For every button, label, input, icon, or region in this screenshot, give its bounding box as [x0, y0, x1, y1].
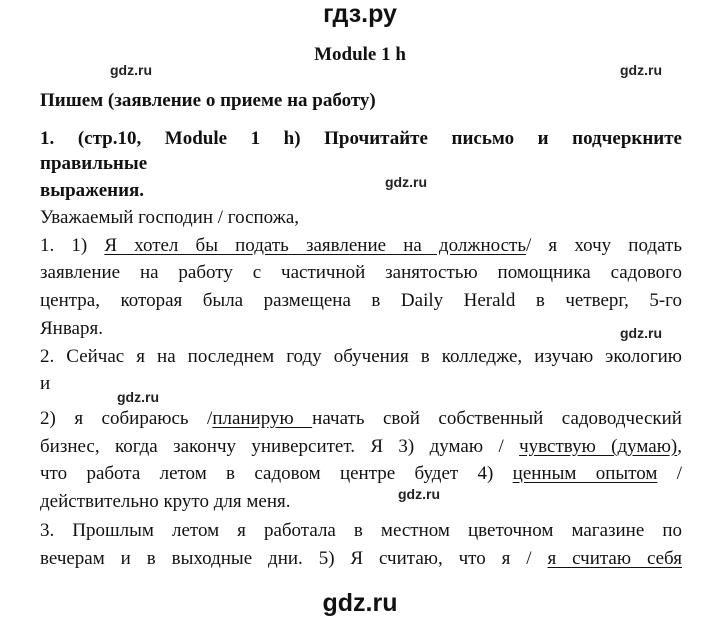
text-segment: /	[657, 463, 683, 484]
text-line: и	[40, 373, 51, 394]
text-line	[40, 235, 682, 257]
text-line: 3. Прошлым летом я работала в местном цветочном магазине по	[40, 520, 682, 541]
text-segment: 2) я собираюсь /	[40, 408, 213, 429]
text-line	[40, 408, 682, 430]
page-title: Module 1 h	[314, 44, 406, 65]
text-segment: бизнес, когда закончу университет. Я 3) думаю /	[40, 436, 520, 457]
watermark: gdz.ru	[385, 174, 427, 190]
text-line: действительно круто для меня.	[40, 491, 291, 512]
text-segment: / я хочу подать	[526, 235, 682, 256]
task-line: выражения.	[40, 180, 145, 201]
site-footer: gdz.ru	[322, 589, 398, 617]
text-line: заявление на работу с частичной занятостью помощника садового	[40, 262, 682, 283]
text-line: Января.	[40, 318, 103, 339]
watermark: gdz.ru	[620, 325, 662, 341]
task-line: правильные	[40, 153, 148, 174]
text-segment: вечерам и в выходные дни. 5) Я считаю, что я /	[40, 548, 548, 569]
watermark: gdz.ru	[117, 389, 159, 405]
underlined-phrase: я считаю себя	[547, 548, 682, 569]
underlined-phrase: чувствую (думаю)	[519, 436, 678, 457]
site-header: гдз.ру	[323, 0, 397, 28]
text-segment: что работа летом в садовом центре будет 4)	[40, 463, 513, 484]
underlined-phrase: ценным опытом	[512, 463, 658, 484]
watermark: gdz.ru	[620, 62, 662, 78]
underlined-phrase: планирую	[212, 408, 313, 429]
text-line: центра, которая была размещена в Daily Herald в четверг, 5-го	[40, 290, 682, 311]
text-line	[40, 436, 682, 458]
text-line	[40, 548, 682, 570]
text-segment: начать свой собственный садоводческий	[312, 408, 682, 429]
text-line: 2. Сейчас я на последнем году обучения в колледже, изучаю экологию	[40, 346, 682, 367]
watermark: gdz.ru	[110, 62, 152, 78]
greeting: Уважаемый господин / госпожа,	[40, 207, 300, 228]
task-line: 1. (стр.10, Module 1 h) Прочитайте письмо и подчеркните	[40, 128, 682, 149]
text-line	[40, 463, 682, 485]
text-segment: ,	[677, 436, 683, 457]
watermark: gdz.ru	[398, 486, 440, 502]
text-segment: 1. 1)	[40, 235, 105, 256]
underlined-phrase: Я хотел бы подать заявление на должность	[104, 235, 527, 256]
section-heading: Пишем (заявление о приеме на работу)	[40, 90, 376, 111]
